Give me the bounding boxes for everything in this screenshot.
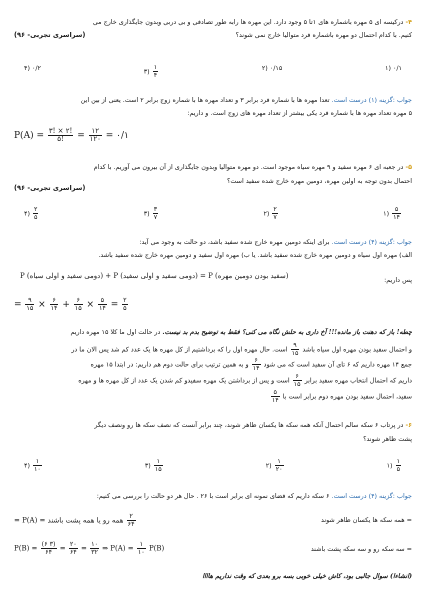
- a6-formula-1: همه رو یا همه پشت باشند = P(A) = $\frac{۲}{۶۴}$: [14, 512, 135, 528]
- q4-line-1: [14, 18, 412, 27]
- a5-hint-line-2: و احتمال سفید بودن مهره اول سیاه باشد $\frac{۹}{۱۵}$ است. حال مهره اول را که برداشتیم از کل مهره ها یک عدد کم شد پس الان ما در: [71, 342, 412, 357]
- q5-text-1: در جعبه ای ۶ مهره سفید و ۹ مهره سیاه موجود است. دو مهره متوالیا وبدون جایگذاری از آن بیرون می آوریم. با کدام: [93, 163, 404, 171]
- q5-line-1: [14, 163, 412, 172]
- q6-option-4[interactable]: $\frac{۱}{۱۰}$ (۴: [24, 457, 41, 473]
- a5-hint-line-3: جمع ۱۴ مهره داریم که ۶ تای آن سفید است که می شود $\frac{۶}{۱۴}$ و به همین ترتیب برای حالت دوم هم داریم: در ابتدا ۱۵ مهره: [90, 357, 412, 372]
- a6-label: جواب :گزینه (۴) درست است.: [331, 492, 412, 500]
- a6-line-1: [14, 492, 412, 501]
- q6-option-3[interactable]: $\frac{۱}{۱۵}$ (۳: [144, 457, 162, 473]
- footer-note: (انشاءا) سوال جالبی بود، کاش خیلی خوبی بسه برو بعدی که وقت نداریم هاااا: [202, 572, 412, 580]
- q6-text-2: پشت ظاهر شوند؟: [363, 435, 412, 443]
- q4-option-2[interactable]: ۰/۱۵ (۲: [261, 64, 283, 72]
- q6-number: ۶-: [405, 421, 412, 429]
- q4-option-3[interactable]: $\frac{۱}{۴}$ (۳: [143, 63, 158, 79]
- q5-option-1[interactable]: $\frac{۵}{۱۴}$ (۱: [383, 205, 400, 221]
- q5-option-3[interactable]: $\frac{۳}{۷}$ (۳: [143, 205, 158, 221]
- a5-line-2: [14, 251, 412, 260]
- a5-text-1: برای اینکه دومین مهره خارج شده سفید باشد، دو حالت به وجود می آید:: [139, 238, 330, 246]
- q5-text-2: احتمال بدون توجه به اولین مهره، دومین مهره خارج شده سفید است؟: [227, 177, 412, 185]
- a4-text-1: تعدا مهره ها با شماره فرد برابر ۳ و تعداد مهره ها با شماره زوج برابر ۲ است. یعنی از بین این: [80, 96, 330, 104]
- q4-source: (سراسری تجربی- ۹۶): [14, 31, 86, 39]
- q6-line-2: [14, 435, 412, 444]
- q6-options: [24, 458, 402, 473]
- q4-options: [24, 64, 402, 79]
- q5-option-2[interactable]: $\frac{۲}{۷}$ (۲: [263, 205, 277, 221]
- a5-pre: پس داریم:: [384, 276, 412, 284]
- a5-line-1: [14, 238, 412, 247]
- a5-hint-handwritten: چطه! باز که دهنت باز مانده!!! آخ داری به حلش نگاه می کنی؟ فقط به توضیح بدم بد نیست.: [162, 328, 412, 336]
- q4-option-4[interactable]: ۰/۲ (۴: [24, 64, 41, 72]
- q5-number: ۵-: [405, 163, 412, 171]
- q5-options: [24, 206, 402, 221]
- q6-option-2[interactable]: $\frac{۱}{۲۰}$ (۲: [265, 457, 283, 473]
- a6-formula-2: P(B) = $\frac{(۶ ۳)}{۶۴}$ = $\frac{۲۰}{۶۴}$ = $\frac{۱۰}{۳۲}$ ⇒ P(A) = $\frac{۱}{۱۰}$ P(B): [14, 540, 165, 556]
- a5-hint-line-5: سفید، احتمال سفید بودن مهره دوم برابر است با $\frac{۵}{۱۴}$: [271, 389, 412, 404]
- q4-number: ۴-: [405, 18, 412, 26]
- a4-text-2: ۵ مهره تعداد مهره ها با شماره فرد یکی بیشتر از تعداد مهره های زوج است. و داریم:: [187, 109, 412, 117]
- q4-text-1: درکیسه ای ۵ مهره باشماره های ۱تا ۵ وجود دارد. این مهره ها رابه طور تصادفی و بی دربی وبدون جایگذاری خارج می: [92, 18, 404, 26]
- a5-text-2: الف) مهره اول سیاه و دومین مهره خارج شده سفید باشد. یا ب) مهره اول سفید و دومین مهره خارج شده سفید باشد.: [98, 251, 412, 259]
- q5-source: (سراسری تجربی- ۹۶): [14, 184, 86, 192]
- a6-case-1-text: = همه سکه ها یکسان ظاهر شوند: [320, 516, 412, 524]
- a6-text-1: ۶ سکه داریم که فضای نمونه ای برابر است با ۲۶ . حال هر دو حالت را بررسی می کنیم:: [96, 492, 330, 500]
- a5-hint-line-1: چطه! باز که دهنت باز مانده!!! آخ داری به حلش نگاه می کنی؟ فقط به توضیح بدم بد نیست. در حالت اول ما کلا ۱۵ مهره داریم: [70, 328, 412, 336]
- a6-case-2-text: = سه سکه رو و سه سکه پشت باشند: [310, 545, 412, 553]
- q4-option-1[interactable]: ۰/۱ (۱: [385, 64, 402, 72]
- q6-line-1: [14, 421, 412, 430]
- a5-formula-2: = $\frac{۹}{۱۵}$ × $\frac{۶}{۱۴}$ + $\frac{۶}{۱۵}$ × $\frac{۵}{۱۴}$ = $\frac{۲}{۵}$: [14, 296, 127, 312]
- a5-hint-line-4: داریم که احتمال انتخاب مهره سفید برابر $\frac{۶}{۱۵}$ است و پس از برداشتن یک مهره سفیدو کم شدن یک عدد از کل مهره ها و مهره: [78, 373, 412, 388]
- a5-label: جواب :گزینه (۴) درست است.: [331, 238, 412, 246]
- q6-option-1[interactable]: $\frac{۱}{۵}$ (۱: [386, 457, 400, 473]
- a4-label: جواب :گزینه (۱) درست است.: [331, 96, 412, 104]
- q5-option-4[interactable]: $\frac{۲}{۵}$ (۴: [24, 205, 38, 221]
- q6-text-1: در پرتاب ۶ سکه سالم احتمال آنکه همه سکه ها یکسان ظاهر شوند، چند برابر آنست که نصف سکه ها رو ونصف دیگر: [94, 421, 404, 429]
- a4-line-1: [14, 96, 412, 105]
- a5-formula-1: P (دومی سفید و اولی سیاه) + P (دومی سفید و اولی سفید) = P (سفید بودن دومین مهره): [20, 272, 289, 280]
- q4-text-2: کنیم. با کدام احتمال دو مهره باشماره فرد متوالیا خارج نمی شوند؟: [235, 31, 412, 39]
- a4-formula: P(A) = $\frac{۳! \times ۲!}{۵!}$ = $\frac{۱۲}{۱۲۰}$ = ۰/۱: [14, 127, 129, 143]
- a4-line-2: [14, 109, 412, 118]
